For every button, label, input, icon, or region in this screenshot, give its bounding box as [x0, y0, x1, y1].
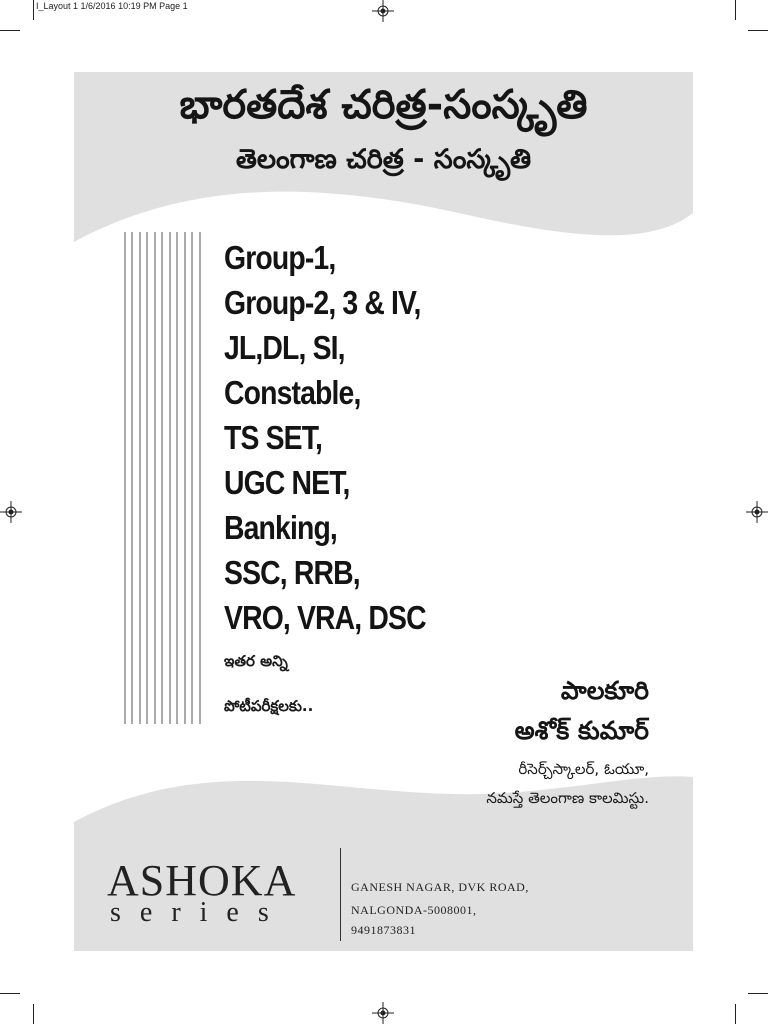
author-column: నమస్తే తెలంగాణ కాలమిస్టు. [486, 789, 649, 807]
exam-item: JL,DL, SI, [224, 329, 345, 366]
exam-item: SSC, RRB, [224, 554, 360, 591]
registration-mark-icon [372, 0, 394, 22]
crop-mark-top-left-h [0, 30, 20, 31]
exam-item: UGC NET, [224, 464, 350, 501]
exam-item: Banking, [224, 509, 337, 546]
exam-item: Constable, [224, 374, 361, 411]
exam-item: VRO, VRA, DSC [224, 599, 426, 636]
exam-list [224, 235, 459, 640]
exam-item: Group-2, 3 & IV, [224, 284, 421, 321]
registration-mark-icon [0, 501, 22, 523]
publisher-logo-series: series [110, 897, 288, 928]
decorative-vertical-lines [124, 232, 204, 724]
crop-mark-bottom-right-v [735, 1004, 736, 1024]
crop-mark-top-right-h [748, 30, 768, 31]
book-title-telugu: భారతదేశ చరిత్ర-సంస్కృతి [179, 82, 588, 128]
note-line-1: ఇతర అన్ని [224, 652, 288, 670]
registration-mark-icon [372, 1002, 394, 1024]
publisher-phone: 9491873831 [351, 923, 416, 937]
author-full-name: అశోక్ కుమార్ [514, 716, 649, 745]
crop-mark-top-left-v [33, 0, 34, 20]
publisher-address-line-2: NALGONDA-5008001, [351, 903, 477, 917]
publisher-address-line-1: GANESH NAGAR, DVK ROAD, [351, 880, 529, 894]
crop-mark-top-right-v [735, 0, 736, 20]
crop-mark-bottom-right-h [748, 993, 768, 994]
logo-divider [340, 848, 341, 941]
exam-item: TS SET, [224, 419, 323, 456]
author-role: రీసెర్చ్‌స్కాలర్, ఓయూ, [518, 760, 649, 778]
exam-item: Group-1, [224, 239, 336, 276]
author-first-name: పాలకూరి [560, 676, 649, 705]
publisher-logo-name: ASHOKA [107, 856, 297, 905]
crop-mark-bottom-left-h [0, 993, 20, 994]
book-subtitle-telugu: తెలంగాణ చరిత్ర - సంస్కృతి [235, 144, 532, 175]
cover-panel [74, 72, 693, 951]
print-slug: I_Layout 1 1/6/2016 10:19 PM Page 1 [36, 1, 188, 11]
note-line-2: పోటీపరీక్షలకు.. [224, 697, 314, 715]
crop-mark-bottom-left-v [33, 1004, 34, 1024]
registration-mark-icon [746, 501, 768, 523]
